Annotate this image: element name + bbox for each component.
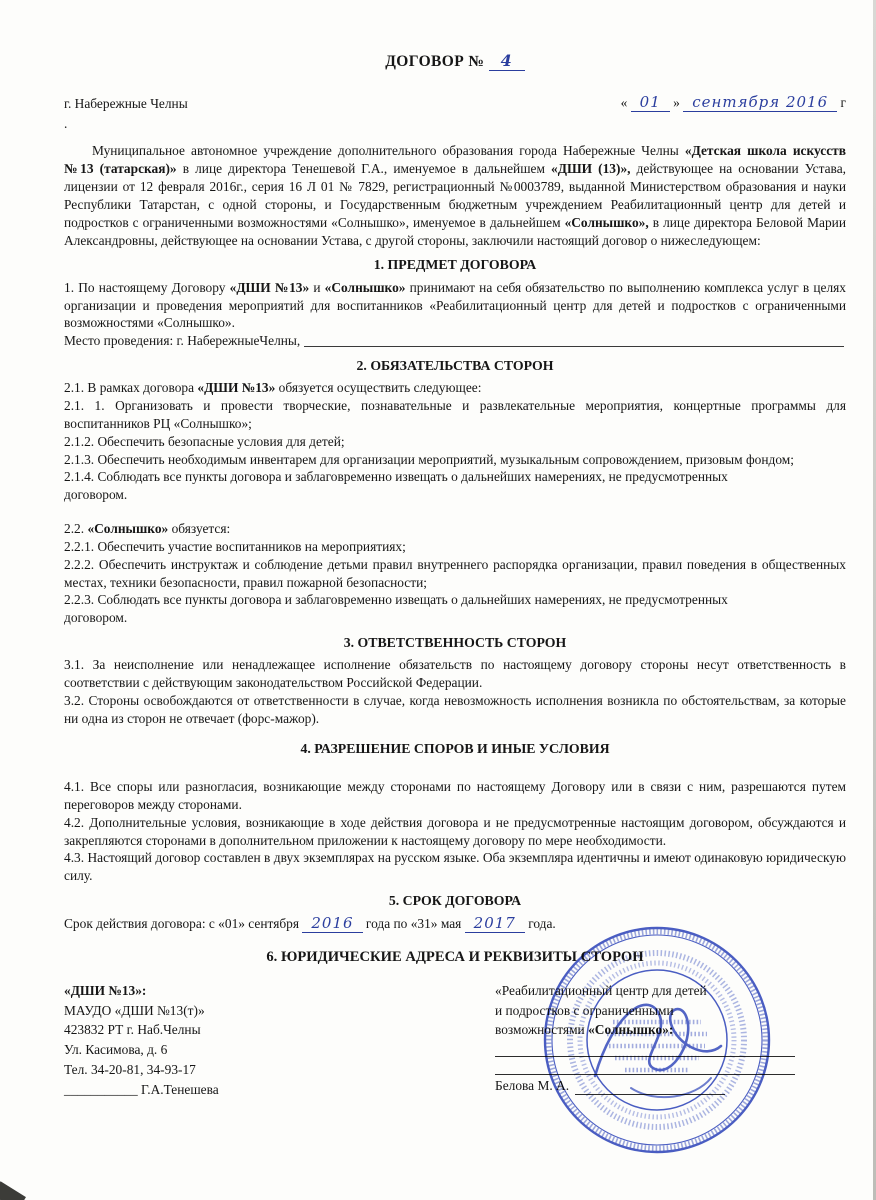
term-seg-a: Срок действия договора: с «01» сентября xyxy=(64,916,303,932)
venue-line xyxy=(64,332,846,350)
party-right-line: и подростков с ограниченными xyxy=(495,1002,674,1018)
s2-item: 2.1.3. Обеспечить необходимым инвентарем для организации мероприятий, музыкальным сопровождением, призовым фондом; xyxy=(64,451,794,467)
s1-seg-b: «ДШИ №13» xyxy=(229,279,310,295)
spacer xyxy=(64,504,846,520)
party-left-line: МАУДО «ДШИ №13(т)» xyxy=(64,1002,205,1018)
party-left-sign-line xyxy=(64,1081,394,1099)
venue-label: Место проведения: г. НабережныеЧелны, xyxy=(64,333,301,349)
signature-flourish xyxy=(631,1078,711,1097)
document-title xyxy=(64,50,846,73)
s4-paragraph: 4.3. Настоящий договор составлен в двух экземплярах на русском языке. Оба экземпляра идентичны и имеют одинаковую юридическую силу. xyxy=(64,850,846,884)
section2-heading: 2. ОБЯЗАТЕЛЬСТВА СТОРОН xyxy=(356,358,554,373)
date-suffix: г xyxy=(840,94,846,110)
contract-number-handwritten: 4 xyxy=(489,51,525,71)
section6-heading: 6. ЮРИДИЧЕСКИЕ АДРЕСА И РЕКВИЗИТЫ СТОРОН xyxy=(266,949,644,966)
term-seg-b: года по «31» мая xyxy=(362,916,465,932)
s2-lead1 xyxy=(64,379,846,397)
intro-seg4: «ДШИ (13)», xyxy=(551,161,631,177)
s4-paragraph: 4.1. Все споры или разногласия, возникающие между сторонами по настоящему Договору или в связи с ним, разрешаются путем переговоров между сторонами. xyxy=(64,779,846,812)
date-month-year-handwritten: сентября 2016 xyxy=(683,93,837,112)
scan-corner-artifact xyxy=(0,1181,26,1200)
s2-lead1-c: обязуется осуществить следующее: xyxy=(275,380,482,396)
section5-heading: 5. СРОК ДОГОВОРА xyxy=(388,893,522,909)
intro-seg6: «Солнышко», xyxy=(564,214,649,230)
party-left-title: «ДШИ №13»: xyxy=(64,982,147,998)
s2-lead1-a: 2.1. В рамках договора xyxy=(64,380,198,396)
left-sign-name: Г.А.Тенешева xyxy=(137,1081,219,1097)
s2-item: 2.2.3. Соблюдать все пункты договора и заблаговременно извещать о дальнейших намерениях, не предусмотренных xyxy=(64,592,728,608)
spacer xyxy=(64,762,846,778)
left-sign-blank: ___________ xyxy=(64,1081,138,1097)
date-block xyxy=(621,93,846,113)
section1-heading: 1. ПРЕДМЕТ ДОГОВОРА xyxy=(373,257,537,273)
right-line3a: возможностями xyxy=(495,1022,589,1038)
title-label: ДОГОВОР № xyxy=(385,53,485,70)
intro-seg5: действующее на основании Устава, лицензии от 12 февраля 2016г., серия 16 Л 01 № 7829, регистрационный №0003789, выданной Министерством образования и науки Республики Татарстан, с одной стороны, и Государственным бюджетным учреждением Реабилитационный центр для детей и подростков с ограниченными возможностями «Солнышко», именуемое в дальнейшем xyxy=(64,161,846,230)
section4-heading: 4. РАЗРЕШЕНИЕ СПОРОВ И ИНЫЕ УСЛОВИЯ xyxy=(300,740,610,756)
s2-lead2-a: 2.2. xyxy=(64,521,88,537)
s2-item: 2.2.2. Обеспечить инструктаж и соблюдение детьми правил внутреннего распорядка организации, правил поведения в общественных местах, техники безопасности, правил пожарной безопасности; xyxy=(64,556,846,590)
intro-seg7: в лице директора Беловой Марии Александровны, действующее на основании Устава, с другой стороны, заключили настоящий договор о нижеследующем: xyxy=(64,214,846,248)
term-year2-handwritten: 2017 xyxy=(465,914,525,933)
city-label: г. Набережные Челны xyxy=(64,95,188,111)
s4-paragraph: 4.2. Дополнительные условия, возникающие в ходе действия договора и не предусмотренные настоящим договором, обсуждаются и закрепляются сторонами в дополнительном приложении к настоящему договору по мере необходимости. xyxy=(64,814,846,848)
s2-lead2 xyxy=(64,520,846,538)
s2-item-tail: договором. xyxy=(64,487,128,503)
party-right-line: «Реабилитационный центр для детей xyxy=(495,982,707,998)
right-sign-name: Белова М. А. xyxy=(495,1078,570,1094)
s1-seg-e: принимают на себя обязательство по выполнению комплекса услуг в целях организации и проведения мероприятий для воспитанников «Реабилитационный центр для детей и подростков с ограниченными возможностями «Солнышко». xyxy=(64,279,846,331)
s1-seg-a: 1. По настоящему Договору xyxy=(64,279,230,295)
s1-seg-c: и xyxy=(309,279,325,295)
intro-seg1: Муниципальное автономное учреждение дополнительного образования города Набережные Челны xyxy=(92,143,685,159)
section3-heading: 3. ОТВЕТСТВЕННОСТЬ СТОРОН xyxy=(343,635,567,651)
term-seg-c: года. xyxy=(524,916,556,932)
venue-fill-line xyxy=(304,346,844,347)
s2-lead2-c: обязуется: xyxy=(168,521,231,537)
s3-paragraph: 3.2. Стороны освобождаются от ответственности в случае, когда невозможность исполнения возникла по обстоятельствам, за которые ни одна из сторон не отвечает (форс-мажор). xyxy=(64,693,846,726)
s2-item: 2.1.2. Обеспечить безопасные условия для детей; xyxy=(64,433,345,449)
section1-paragraph xyxy=(64,279,846,332)
date-close-quote: » xyxy=(673,94,680,110)
party-left-line: Тел. 34-20-81, 34-93-17 xyxy=(64,1062,196,1078)
intro-seg3: в лице директора Тенешевой Г.А., именуемое в дальнейшем xyxy=(176,161,552,177)
right-line3b: «Солнышко»: xyxy=(588,1022,674,1038)
s2-lead2-b: «Солнышко» xyxy=(87,521,169,537)
s2-lead1-b: «ДШИ №13» xyxy=(197,380,276,396)
intro-seg2: «Детская школа искусств №13 (татарская)» xyxy=(64,143,846,177)
date-open-quote: « xyxy=(620,94,628,110)
party-left-line: Ул. Касимова, д. 6 xyxy=(64,1042,168,1058)
intro-paragraph xyxy=(64,142,846,249)
round-stamp xyxy=(535,918,779,1162)
signature-stroke xyxy=(595,1005,721,1076)
s2-item-tail: договором. xyxy=(64,610,128,626)
s3-paragraph: 3.1. За неисполнение или ненадлежащее исполнение обязательств по настоящему договору стороны несут ответственность в соответствии с действующим законодательством Российской Федерации. xyxy=(64,657,846,691)
s2-item: 2.2.1. Обеспечить участие воспитанников на мероприятиях; xyxy=(64,538,406,554)
party-left-line: 423832 РТ г. Наб.Челны xyxy=(64,1022,201,1038)
s1-seg-d: «Солнышко» xyxy=(324,279,406,295)
s2-item: 2.1. 1. Организовать и провести творческие, познавательные и развлекательные мероприятия, концертные программы для воспитанников РЦ «Солнышко»; xyxy=(64,398,846,431)
s2-item: 2.1.4. Соблюдать все пункты договора и заблаговременно извещать о дальнейших намерениях, не предусмотренных xyxy=(64,469,728,485)
date-day-handwritten: 01 xyxy=(631,93,670,112)
term-year1-handwritten: 2016 xyxy=(302,914,362,933)
city-date-row xyxy=(64,93,846,113)
stray-dot: . xyxy=(64,115,68,131)
party-left-block xyxy=(64,982,394,1101)
